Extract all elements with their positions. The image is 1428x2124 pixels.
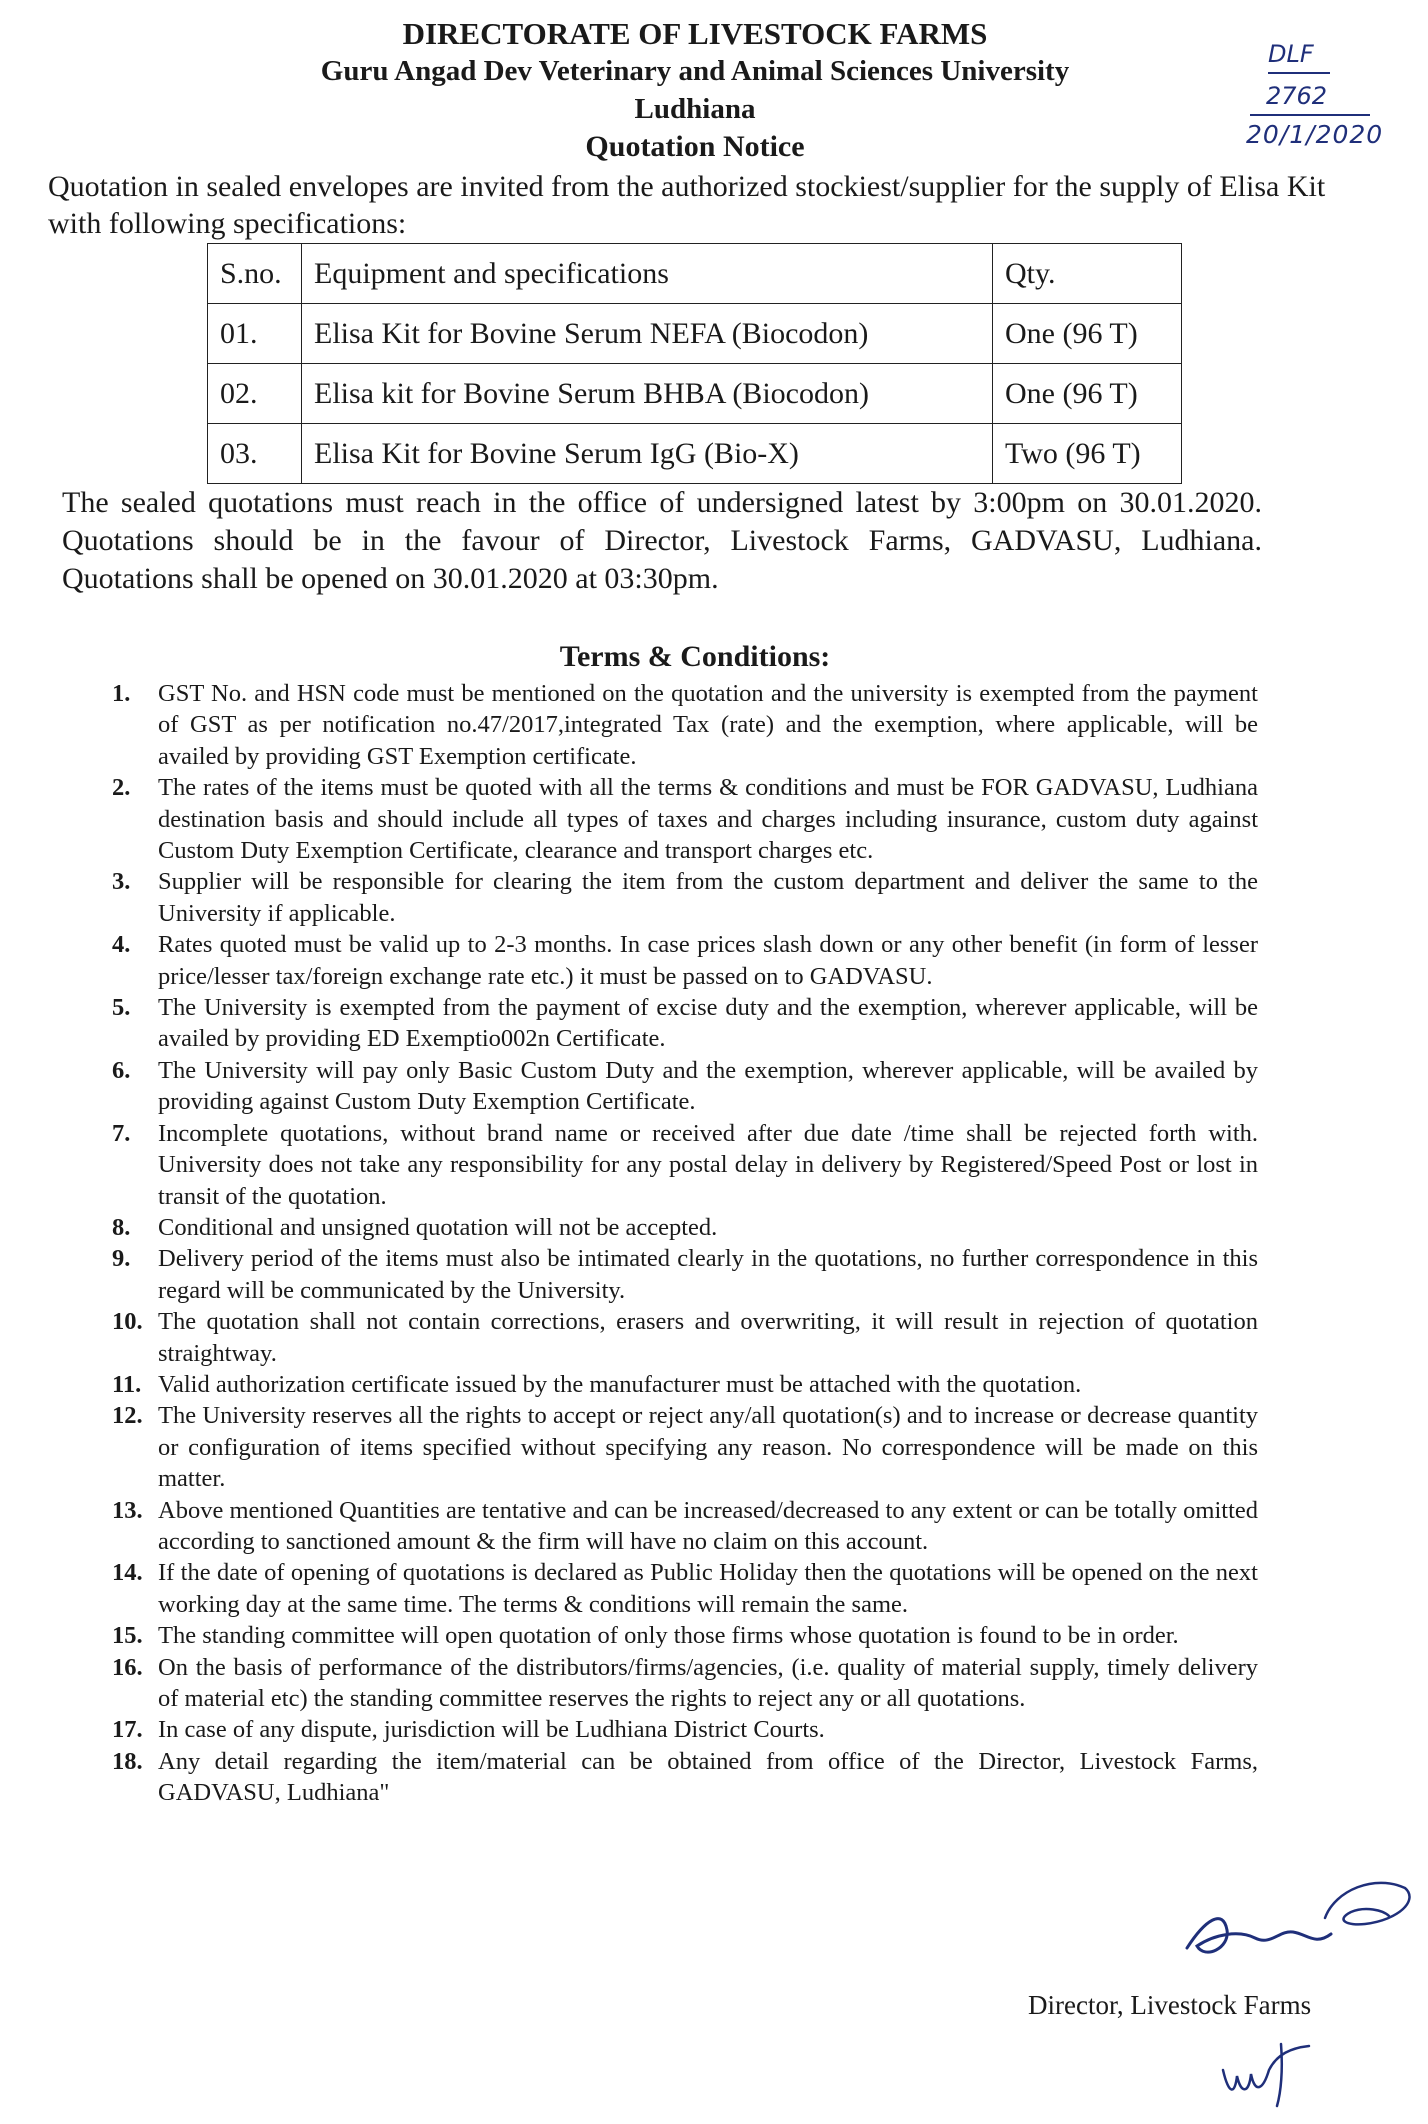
list-item (112, 1306, 1258, 1369)
term-number: 9. (112, 1245, 131, 1273)
term-text: The standing committee will open quotation of only those firms whose quotation is found to be in order. (158, 1622, 1179, 1650)
list-item (112, 1055, 1258, 1118)
list-item (112, 1557, 1258, 1620)
term-text: Conditional and unsigned quotation will not be accepted. (158, 1213, 718, 1241)
list-item (112, 929, 1258, 992)
terms-list (112, 678, 1258, 1809)
term-text: Incomplete quotations, without brand name or received after due date /time shall be rejected forth with. University does not take any responsibility for any postal delay in delivery by Registered/Speed Post or lost in transit of the quotation. (158, 1119, 1258, 1210)
list-item (112, 1746, 1258, 1809)
row-equipment: Elisa kit for Bovine Serum BHBA (Biocodon) (302, 364, 993, 424)
specification-table (207, 243, 1182, 484)
handwritten-diary-stamp (1228, 38, 1418, 163)
terms-heading: Terms & Conditions: (559, 640, 831, 673)
term-text: The University reserves all the rights to accept or reject any/all quotation(s) and to increase or decrease quantity or configuration of items specified without specifying any reason. No correspondence will be made on this matter. (158, 1402, 1258, 1493)
list-item (112, 1714, 1258, 1745)
directorate-title: DIRECTORATE OF LIVESTOCK FARMS (402, 16, 988, 51)
stamp-dept: DLF (1268, 40, 1314, 68)
term-number: 3. (112, 868, 131, 896)
list-item (112, 1400, 1258, 1494)
initials-signature (1215, 2040, 1335, 2110)
row-equipment: Elisa Kit for Bovine Serum NEFA (Biocodon) (302, 304, 993, 364)
row-equipment: Elisa Kit for Bovine Serum IgG (Bio-X) (302, 424, 993, 484)
term-text: GST No. and HSN code must be mentioned on the quotation and the university is exempted from the payment of GST as per notification no.47/2017,integrated Tax (rate) and the exemption, where applicable, will be availed by providing GST Exemption certificate. (158, 680, 1258, 770)
list-item (112, 1495, 1258, 1558)
term-text: Supplier will be responsible for clearing the item from the custom department and deliver the same to the University if applicable. (158, 868, 1258, 927)
notice-title: Quotation Notice (585, 130, 805, 163)
list-item (112, 992, 1258, 1055)
table-row (208, 304, 1182, 364)
term-number: 18. (112, 1747, 143, 1775)
term-number: 12. (112, 1402, 143, 1430)
term-text: Any detail regarding the item/material can be obtained from office of the Director, Livestock Farms, GADVASU, Ludhiana" (158, 1747, 1258, 1807)
term-number: 5. (112, 994, 131, 1022)
list-item (112, 1369, 1258, 1400)
term-text: Rates quoted must be valid up to 2-3 months. In case prices slash down or any other benefit (in form of lesser price/lesser tax/foreign exchange rate etc.) it must be passed on to GADVASU. (158, 931, 1258, 990)
list-item (112, 772, 1258, 866)
term-text: In case of any dispute, jurisdiction will be Ludhiana District Courts. (158, 1716, 825, 1744)
term-text: The rates of the items must be quoted with all the terms & conditions and must be FOR GADVASU, Ludhiana destination basis and should include all types of taxes and charges including insurance, custom duty against Custom Duty Exemption Certificate, clearance and transport charges etc. (158, 774, 1258, 865)
city-name: Ludhiana (634, 93, 756, 125)
row-sno: 03. (208, 424, 302, 484)
term-text: Delivery period of the items must also be intimated clearly in the quotations, no further correspondence in this regard will be communicated by the University. (158, 1245, 1258, 1304)
list-item (112, 1652, 1258, 1715)
table-row (208, 424, 1182, 484)
table-row (208, 364, 1182, 424)
term-text: Valid authorization certificate issued by the manufacturer must be attached with the quotation. (158, 1370, 1082, 1398)
header-equipment: Equipment and specifications (302, 244, 993, 304)
term-number: 8. (112, 1213, 131, 1241)
term-number: 16. (112, 1653, 143, 1681)
term-number: 17. (112, 1716, 143, 1744)
university-name: Guru Angad Dev Veterinary and Animal Sciences University (320, 55, 1070, 87)
row-sno: 01. (208, 304, 302, 364)
term-number: 13. (112, 1496, 143, 1524)
list-item (112, 1243, 1258, 1306)
term-text: Above mentioned Quantities are tentative and can be increased/decreased to any extent or can be totally omitted according to sanctioned amount & the firm will have no claim on this account. (158, 1496, 1258, 1555)
row-qty: Two (96 T) (993, 424, 1182, 484)
term-number: 2. (112, 774, 131, 802)
term-text: If the date of opening of quotations is declared as Public Holiday then the quotations will be opened on the next working day at the same time. The terms & conditions will remain the same. (158, 1559, 1258, 1618)
header-sno: S.no. (208, 244, 302, 304)
table-header-row (208, 244, 1182, 304)
term-text: On the basis of performance of the distributors/firms/agencies, (i.e. quality of material supply, timely delivery of material etc) the standing committee reserves the rights to reject any or all quotations. (158, 1653, 1258, 1712)
row-qty: One (96 T) (993, 364, 1182, 424)
term-number: 10. (112, 1308, 143, 1336)
stamp-underline (1268, 72, 1330, 74)
list-item (112, 1212, 1258, 1243)
term-number: 4. (112, 931, 131, 959)
list-item (112, 866, 1258, 929)
list-item (112, 1118, 1258, 1212)
term-number: 6. (112, 1056, 131, 1084)
term-number: 11. (112, 1370, 142, 1398)
stamp-number: 2762 (1266, 82, 1328, 110)
list-item (112, 1620, 1258, 1651)
director-signature (1175, 1860, 1415, 1980)
submission-deadline-paragraph: The sealed quotations must reach in the office of undersigned latest by 3:00pm on 30.01.2020. Quotations should be in the favour of Director, Livestock Farms, GADVASU, Ludhiana. Quotations shall be opened on 30.01.2020 at 03:30pm. (62, 486, 1262, 595)
list-item (112, 678, 1258, 772)
signatory-title: Director, Livestock Farms (1028, 1990, 1312, 2020)
term-text: The quotation shall not contain corrections, erasers and overwriting, it will result in rejection of quotation straightway. (158, 1308, 1258, 1367)
intro-paragraph: Quotation in sealed envelopes are invited from the authorized stockiest/supplier for the supply of Elisa Kit with following specifications: (48, 170, 1326, 240)
term-number: 14. (112, 1559, 143, 1587)
term-text: The University is exempted from the payment of excise duty and the exemption, wherever applicable, will be availed by providing ED Exemptio002n Certificate. (158, 994, 1258, 1053)
stamp-date: 20/1/2020 (1246, 120, 1384, 149)
stamp-underline (1250, 114, 1370, 116)
term-number: 1. (112, 680, 131, 707)
term-number: 15. (112, 1622, 143, 1650)
term-text: The University will pay only Basic Custom Duty and the exemption, wherever applicable, will be availed by providing against Custom Duty Exemption Certificate. (158, 1056, 1258, 1116)
term-number: 7. (112, 1119, 131, 1147)
row-qty: One (96 T) (993, 304, 1182, 364)
header-qty: Qty. (993, 244, 1182, 304)
row-sno: 02. (208, 364, 302, 424)
